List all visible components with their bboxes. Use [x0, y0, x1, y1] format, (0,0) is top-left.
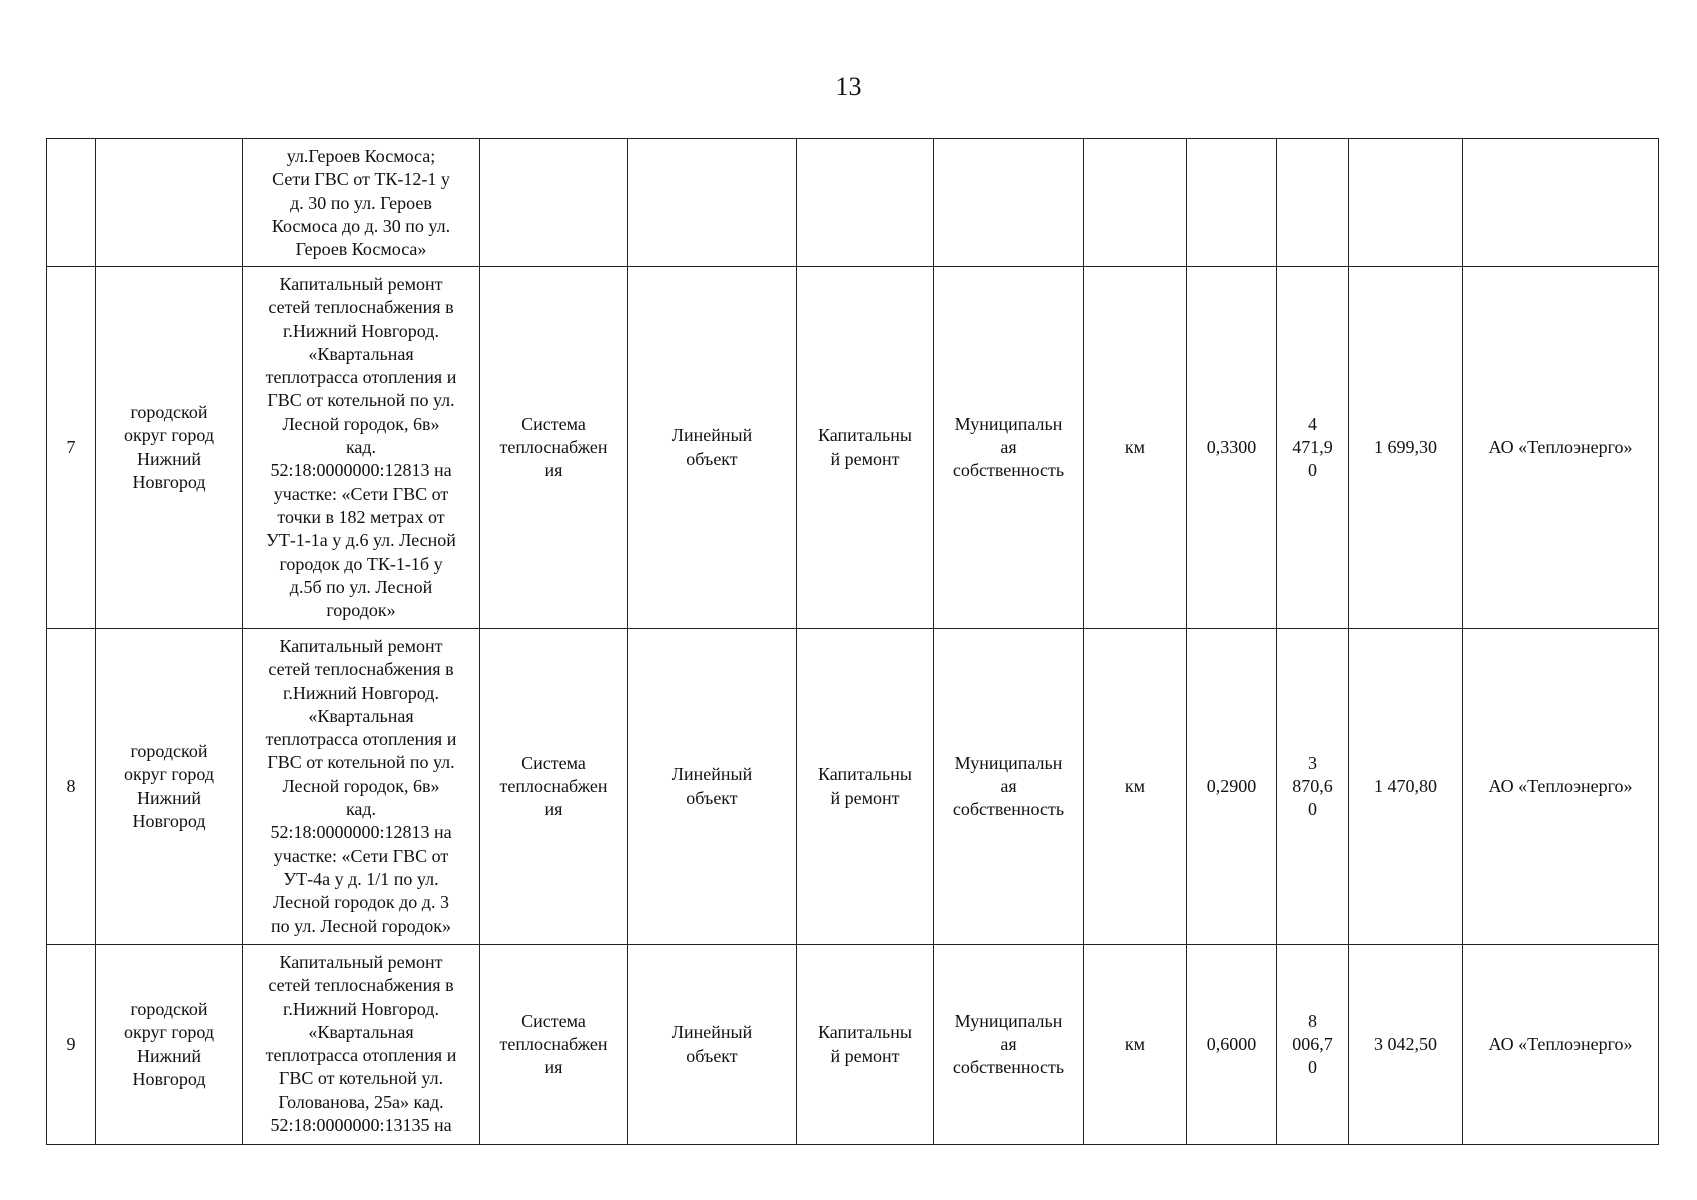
table-row: [47, 629, 1659, 945]
cell-unit: [1084, 139, 1187, 267]
table-row-continuation: [47, 139, 1659, 267]
cell-amount: 1 699,30: [1349, 267, 1463, 629]
cell-length: 0,2900: [1187, 629, 1277, 945]
cell-system: Система теплоснабжен ия: [480, 267, 628, 629]
cell-ownership: Муниципальн ая собственность: [934, 945, 1084, 1145]
cell-unit: км: [1084, 629, 1187, 945]
cell-work-type: Капитальны й ремонт: [797, 945, 934, 1145]
cell-municipality: городской округ город Нижний Новгород: [96, 267, 243, 629]
cell-work-type: Капитальны й ремонт: [797, 629, 934, 945]
cell-work-type: [797, 139, 934, 267]
cell-municipality: городской округ город Нижний Новгород: [96, 629, 243, 945]
cell-organization: АО «Теплоэнерго»: [1463, 629, 1659, 945]
cell-system: Система теплоснабжен ия: [480, 945, 628, 1145]
cell-organization: АО «Теплоэнерго»: [1463, 945, 1659, 1145]
cell-description: Капитальный ремонт сетей теплоснабжения в г.Нижний Новгород. «Квартальная теплотрасса отопления и ГВС от котельной по ул. Лесной городок, 6в» кад. 52:18:0000000:12813 на участке: «Сети ГВС от точки в 182 метрах от УТ-1-1а у д.6 ул. Лесной городок до ТК-1-1б у д.5б по ул. Лесной городок»: [243, 267, 480, 629]
cell-length: 0,3300: [1187, 267, 1277, 629]
cell-amount: [1349, 139, 1463, 267]
cell-amount: 3 042,50: [1349, 945, 1463, 1145]
cell-unit: км: [1084, 267, 1187, 629]
data-table: [46, 138, 1659, 1145]
cell-cost: 8 006,7 0: [1277, 945, 1349, 1145]
cell-municipality: [96, 139, 243, 267]
table-row: [47, 267, 1659, 629]
cell-length: [1187, 139, 1277, 267]
cell-amount: 1 470,80: [1349, 629, 1463, 945]
cell-ownership: [934, 139, 1084, 267]
cell-object-type: [628, 139, 797, 267]
cell-work-type: Капитальны й ремонт: [797, 267, 934, 629]
cell-municipality: городской округ город Нижний Новгород: [96, 945, 243, 1145]
cell-description: Капитальный ремонт сетей теплоснабжения в г.Нижний Новгород. «Квартальная теплотрасса отопления и ГВС от котельной ул. Голованова, 25а» кад. 52:18:0000000:13135 на: [243, 945, 480, 1145]
cell-num: 8: [47, 629, 96, 945]
cell-ownership: Муниципальн ая собственность: [934, 629, 1084, 945]
cell-num: [47, 139, 96, 267]
table-row: [47, 945, 1659, 1145]
cell-length: 0,6000: [1187, 945, 1277, 1145]
cell-cost: [1277, 139, 1349, 267]
cell-object-type: Линейный объект: [628, 629, 797, 945]
page-number: 13: [835, 72, 862, 101]
cell-num: 9: [47, 945, 96, 1145]
cell-object-type: Линейный объект: [628, 267, 797, 629]
cell-object-type: Линейный объект: [628, 945, 797, 1145]
cell-system: Система теплоснабжен ия: [480, 629, 628, 945]
cell-unit: км: [1084, 945, 1187, 1145]
cell-cost: 4 471,9 0: [1277, 267, 1349, 629]
cell-ownership: Муниципальн ая собственность: [934, 267, 1084, 629]
cell-description: ул.Героев Космоса; Сети ГВС от ТК-12-1 у д. 30 по ул. Героев Космоса до д. 30 по ул. Героев Космоса»: [243, 139, 480, 267]
cell-num: 7: [47, 267, 96, 629]
cell-organization: [1463, 139, 1659, 267]
cell-description: Капитальный ремонт сетей теплоснабжения в г.Нижний Новгород. «Квартальная теплотрасса отопления и ГВС от котельной по ул. Лесной городок, 6в» кад. 52:18:0000000:12813 на участке: «Сети ГВС от УТ-4а у д. 1/1 по ул. Лесной городок до д. 3 по ул. Лесной городок»: [243, 629, 480, 945]
cell-system: [480, 139, 628, 267]
cell-organization: АО «Теплоэнерго»: [1463, 267, 1659, 629]
cell-cost: 3 870,6 0: [1277, 629, 1349, 945]
